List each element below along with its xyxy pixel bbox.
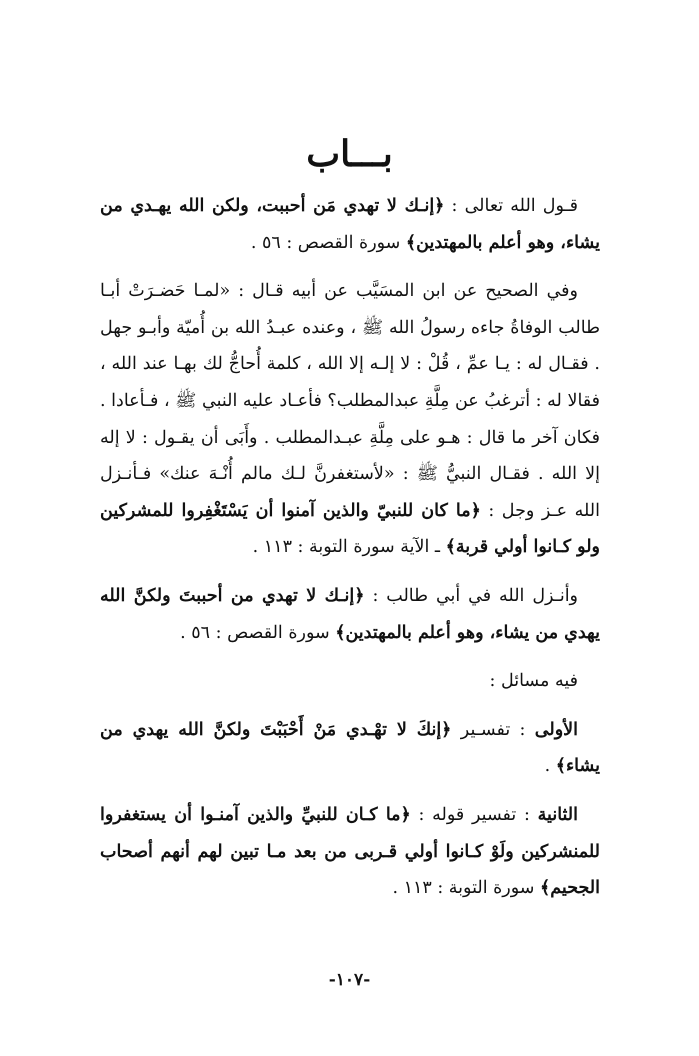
page-body: [100, 188, 600, 919]
issue-second: [100, 797, 600, 907]
issue-second-middle: : تفسير قوله :: [410, 804, 538, 825]
issue-first-verse: ﴿إنكَ لا تهْـدي مَنْ أَحْبَبْتَ ولكنَّ الله يهدي من يشاء﴾: [100, 719, 600, 777]
issue-first-middle: : تفسـير: [451, 719, 535, 740]
issue-first-label: الأولى: [534, 719, 579, 740]
verse-intro: قـول الله تعالى :: [444, 196, 579, 216]
hadith-verse-text: ﴿ما كان للنبيّ والذين آمنوا أن يَسْتَغْفِروا للمشركين ولو كـانوا أولي قربة﴾: [100, 500, 600, 558]
verse-text: ﴿إنـك لا تهدي مَن أحببت، ولكن الله يهـدي من يشاء، وهو أعلم بالمهتدين﴾: [100, 196, 600, 253]
paragraph-revelation: [100, 578, 600, 651]
revelation-reference: سورة القصص : ٥٦ .: [180, 622, 336, 643]
paragraph-hadith: [100, 273, 600, 566]
issue-second-label: الثانية: [537, 804, 578, 825]
issue-first: [100, 712, 600, 785]
hadith-verse-reference: ـ الآية سورة التوبة : ١١٣ .: [252, 537, 446, 558]
revelation-intro: وأنـزل الله في أبي طالب :: [364, 585, 579, 606]
issue-second-reference: سورة التوبة : ١١٣ .: [392, 878, 541, 899]
verse-reference: سورة القصص : ٥٦ .: [250, 232, 406, 253]
paragraph-quran-verse: [100, 188, 600, 261]
page-number: -١٠٧-: [328, 970, 371, 990]
issues-heading: فيه مسائل :: [489, 671, 578, 692]
hadith-text: وفي الصحيح عن ابن المسَيَّب عن أبيه قـال : «لمـا حَضـرَتْ أبـا طالب الوفاةُ جاءه رسولُ الله ﷺ ، وعنده عبـدُ الله بن أُميّة وأبـو جهل . فقـال له : يـا عمِّ ، قُلْ : لا إلـه إلا الله ، كلمة أُحاجُّ لك بهـا عند الله ، فقالا له : أترغبُ عن مِلَّةِ عبدالمطلب؟ فأعـاد عليه النبي ﷺ ، فـأعادا . فكان آخر ما قال : هـو على مِلَّةِ عبـدالمطلب . وأَبَى أن يقـول : لا إله إلا الله . فقـال النبيُّ ﷺ : «لأستغفرنَّ لـك مالم أُنْـهَ عنك» فـأنـزل الله عـز وجل :: [100, 281, 600, 521]
issue-first-end: .: [544, 756, 556, 777]
issue-second-verse: ﴿ما كـان للنبيِّ والذين آمنـوا أن يستغفروا للمنشركين ولَوْ كـانوا أولي قـربى من بعد مـا تبين لهم أنهم أصحاب الجحيم﴾: [100, 804, 600, 899]
chapter-title: بـــاب: [306, 133, 393, 175]
revelation-verse-text: ﴿إنـك لا تهدي من أحببتَ ولكنَّ الله يهدي من يشاء، وهو أعلم بالمهتدين﴾: [100, 585, 600, 643]
